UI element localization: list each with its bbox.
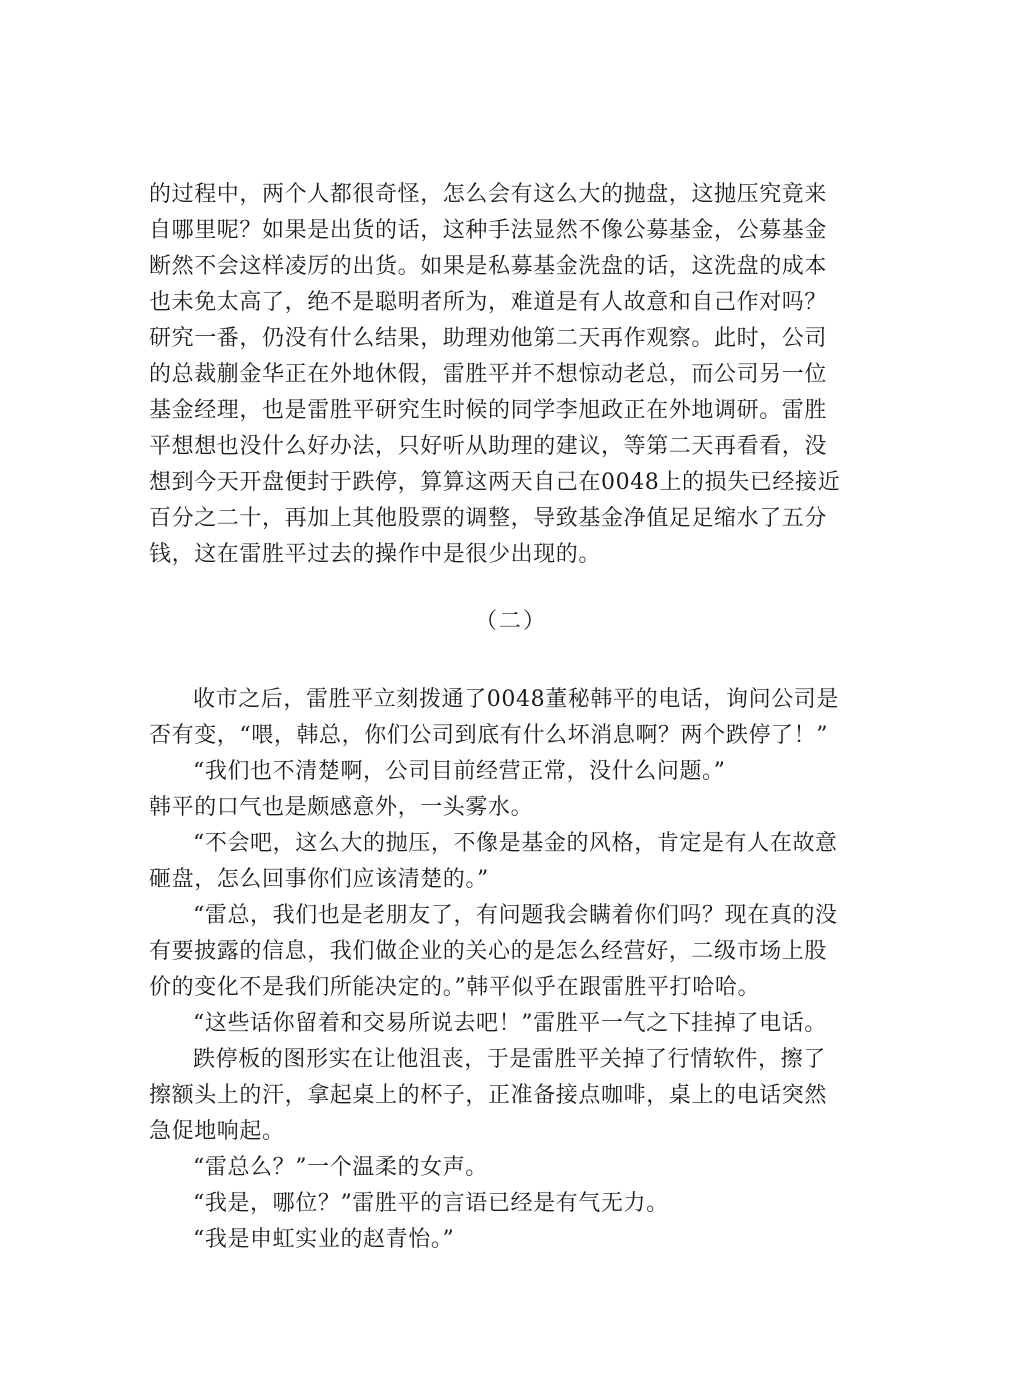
paragraph-line: 擦额头上的汗，拿起桌上的杯子，正准备接点咖啡，桌上的电话突然	[149, 1083, 828, 1108]
paragraph-line: “我是，哪位？”雷胜平的言语已经是有气无力。	[193, 1191, 669, 1216]
paragraph-line: “不会吧，这么大的抛压，不像是基金的风格，肯定是有人在故意	[193, 831, 838, 856]
paragraph-line: “我是申虹实业的赵青怡。”	[193, 1227, 455, 1252]
paragraph-line: 砸盘，怎么回事你们应该清楚的。”	[149, 867, 489, 892]
paragraph-line: 否有变，“喂，韩总，你们公司到底有什么坏消息啊？两个跌停了！”	[149, 723, 829, 748]
paragraph-line: 韩平的口气也是颇感意外，一头雾水。	[149, 795, 534, 820]
paragraph-line: 百分之二十，再加上其他股票的调整，导致基金净值足足缩水了五分	[149, 506, 828, 531]
section-heading: （二）	[474, 609, 547, 634]
paragraph-line: 价的变化不是我们所能决定的。”韩平似乎在跟雷胜平打哈哈。	[149, 975, 761, 1000]
paragraph-line: “雷总么？”一个温柔的女声。	[193, 1155, 488, 1180]
paragraph-line: 有要披露的信息，我们做企业的关心的是怎么经营好，二级市场上股	[149, 939, 828, 964]
paragraph-line: 的总裁蒯金华正在外地休假，雷胜平并不想惊动老总，而公司另一位	[149, 362, 828, 387]
paragraph-line: 急促地响起。	[149, 1119, 285, 1144]
paragraph-line: 研究一番，仍没有什么结果，助理劝他第二天再作观察。此时，公司	[149, 326, 828, 351]
paragraph-line: 也未免太高了，绝不是聪明者所为，难道是有人故意和自己作对吗？	[149, 290, 828, 315]
paragraph-line: 的过程中，两个人都很奇怪，怎么会有这么大的抛盘，这抛压究竟来	[149, 182, 828, 207]
paragraph-line: 想到今天开盘便封于跌停，算算这两天自己在0048上的损失已经接近	[149, 470, 841, 495]
paragraph-line: “雷总，我们也是老朋友了，有问题我会瞒着你们吗？现在真的没	[193, 903, 838, 928]
paragraph-line: 收市之后，雷胜平立刻拨通了0048董秘韩平的电话，询问公司是	[193, 687, 839, 712]
paragraph-line: 基金经理，也是雷胜平研究生时候的同学李旭政正在外地调研。雷胜	[149, 398, 828, 423]
paragraph-line: 钱，这在雷胜平过去的操作中是很少出现的。	[149, 542, 602, 567]
paragraph-line: 跌停板的图形实在让他沮丧，于是雷胜平关掉了行情软件，擦了	[193, 1047, 826, 1072]
paragraph-line: 自哪里呢？如果是出货的话，这种手法显然不像公募基金，公募基金	[149, 218, 828, 243]
paragraph-line: 平想想也没什么好办法，只好听从助理的建议，等第二天再看看，没	[149, 434, 828, 459]
paragraph-line: “这些话你留着和交易所说去吧！”雷胜平一气之下挂掉了电话。	[193, 1011, 827, 1036]
paragraph-line: “我们也不清楚啊，公司目前经营正常，没什么问题。”	[193, 759, 726, 784]
paragraph-line: 断然不会这样凌厉的出货。如果是私募基金洗盘的话，这洗盘的成本	[149, 254, 828, 279]
